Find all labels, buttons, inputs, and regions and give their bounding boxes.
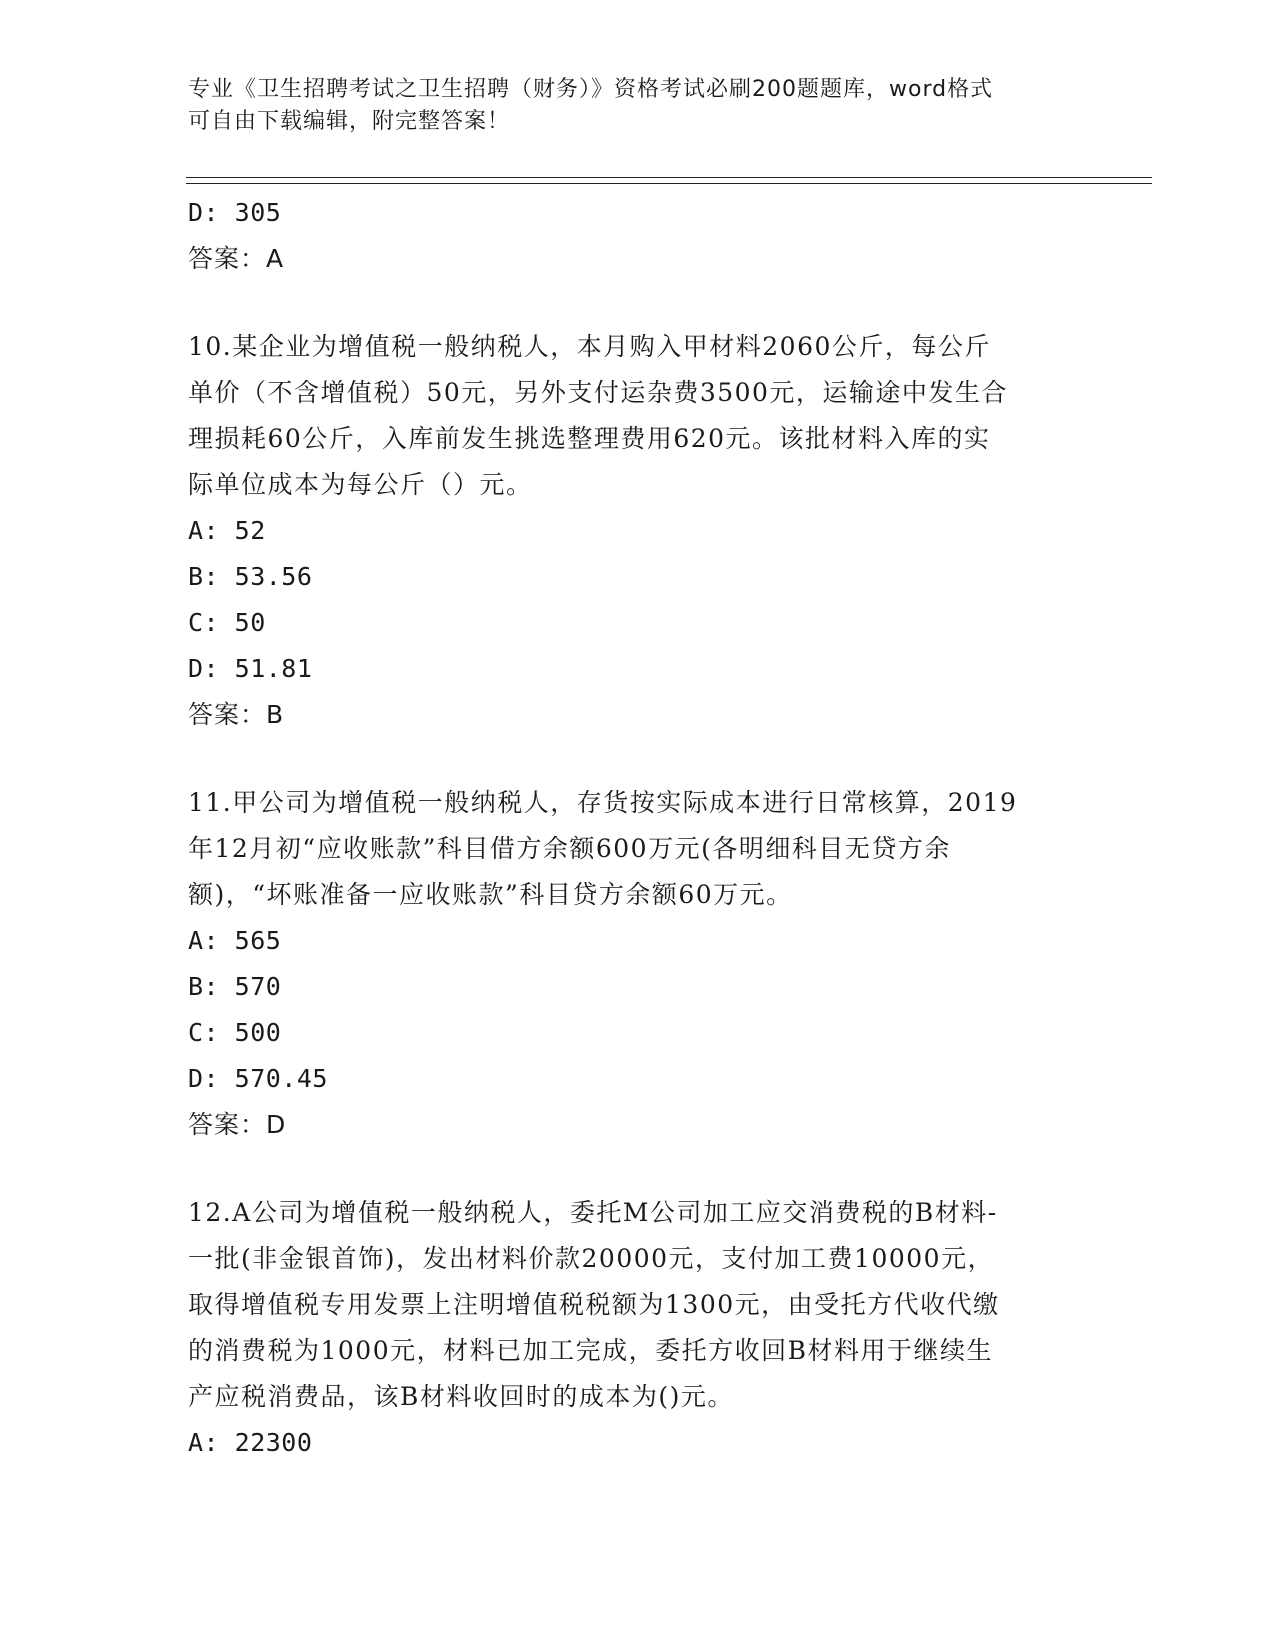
header-line-2: 可自由下载编辑，附完整答案！ (188, 109, 511, 134)
option-b: B: 570 (188, 972, 282, 1001)
question-10-stem-line-3: 理损耗60公斤，入库前发生挑选整理费用620元。该批材料入库的实 (188, 424, 991, 453)
document-body (188, 190, 1088, 1466)
question-11-stem-line-3: 额)，“坏账准备一应收账款”科目贷方余额60万元。 (188, 880, 793, 909)
option-a: A: 565 (188, 926, 282, 955)
spacer (188, 738, 1088, 780)
question-10-stem-line-4: 际单位成本为每公斤（）元。 (188, 470, 533, 499)
option-d: D: 570.45 (188, 1064, 328, 1093)
spacer (188, 282, 1088, 324)
question-10-stem-line-1: 10.某企业为增值税一般纳税人，本月购入甲材料2060公斤，每公斤 (188, 332, 991, 361)
answer-line: 答案：A (188, 244, 285, 273)
option-c: C: 500 (188, 1018, 282, 1047)
prev-question-tail (188, 190, 1088, 282)
option-d: D: 305 (188, 198, 282, 227)
question-12-stem-line-2: 一批(非金银首饰)，发出材料价款20000元，支付加工费10000元， (188, 1244, 995, 1273)
question-12-stem-line-3: 取得增值税专用发票上注明增值税税额为1300元，由受托方代收代缴 (188, 1290, 1000, 1319)
question-11-stem-line-2: 年12月初“应收账款”科目借方余额600万元(各明细科目无贷方余 (188, 834, 951, 863)
option-a: A: 52 (188, 516, 266, 545)
spacer (188, 1148, 1088, 1190)
question-12-stem-line-4: 的消费税为1000元，材料已加工完成，委托方收回B材料用于继续生 (188, 1336, 993, 1365)
page-header (188, 74, 1088, 138)
header-rule-top (186, 177, 1152, 178)
question-10 (188, 324, 1088, 738)
option-d: D: 51.81 (188, 654, 313, 683)
option-a: A: 22300 (188, 1428, 313, 1457)
question-10-stem-line-2: 单价（不含增值税）50元，另外支付运杂费3500元，运输途中发生合 (188, 378, 1008, 407)
header-rule-bottom (186, 183, 1152, 184)
option-b: B: 53.56 (188, 562, 313, 591)
question-12 (188, 1190, 1088, 1466)
option-c: C: 50 (188, 608, 266, 637)
question-11-stem-line-1: 11.甲公司为增值税一般纳税人，存货按实际成本进行日常核算，2019 (188, 788, 1018, 817)
question-11 (188, 780, 1088, 1148)
question-12-stem-line-1: 12.A公司为增值税一般纳税人，委托M公司加工应交消费税的B材料- (188, 1198, 998, 1227)
question-12-stem-line-5: 产应税消费品，该B材料收回时的成本为()元。 (188, 1382, 734, 1411)
header-line-1: 专业《卫生招聘考试之卫生招聘（财务）》资格考试必刷200题题库，word格式 (188, 77, 994, 102)
answer-line: 答案：B (188, 700, 285, 729)
answer-line: 答案：D (188, 1110, 287, 1139)
